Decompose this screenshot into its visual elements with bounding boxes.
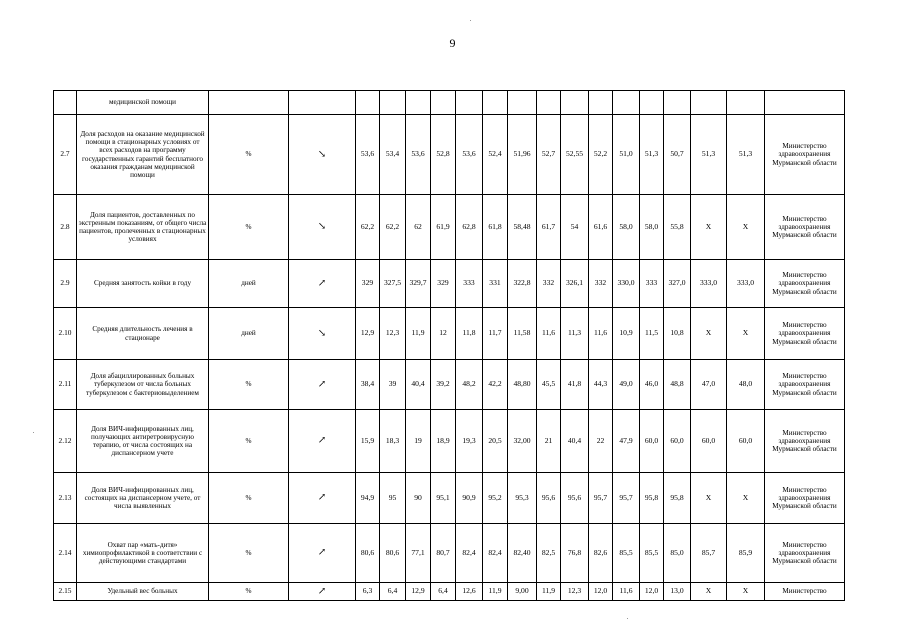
value-cell: 95: [380, 473, 406, 524]
value-cell: 61,9: [431, 195, 456, 260]
value-cell: 55,8: [664, 195, 691, 260]
value-cell: 95,7: [589, 473, 613, 524]
trend-arrow-icon: ↗: [289, 583, 356, 601]
value-cell: 51,3: [727, 115, 765, 195]
value-cell: X: [691, 583, 727, 601]
value-cell: X: [691, 195, 727, 260]
trend-arrow-icon: ↗: [289, 473, 356, 524]
indicator-name-cell: Охват пар «мать-дитя» химиопрофилактикой в соответствии с действующими стандартами: [77, 524, 209, 583]
value-cell: [664, 91, 691, 115]
value-cell: 11,7: [483, 308, 508, 360]
value-cell: 62,2: [356, 195, 380, 260]
indicator-name-cell: Доля пациентов, доставленных по экстренным показаниям, от общего числа пациентов, пролеченных в стационарных условиях: [77, 195, 209, 260]
value-cell: 40,4: [406, 360, 431, 410]
value-cell: 12: [431, 308, 456, 360]
row-number-cell: 2.12: [54, 410, 77, 473]
table-row: [54, 360, 845, 410]
responsible-cell: Министерство здравоохранения Мурманской области: [765, 195, 845, 260]
value-cell: 62,8: [456, 195, 483, 260]
value-cell: 22: [589, 410, 613, 473]
value-cell: 77,1: [406, 524, 431, 583]
value-cell: 82,5: [537, 524, 561, 583]
value-cell: 90: [406, 473, 431, 524]
value-cell: 58,0: [640, 195, 664, 260]
value-cell: 52,8: [431, 115, 456, 195]
value-cell: 11,6: [537, 308, 561, 360]
value-cell: 39,2: [431, 360, 456, 410]
value-cell: 11,9: [537, 583, 561, 601]
value-cell: 95,1: [431, 473, 456, 524]
value-cell: 45,5: [537, 360, 561, 410]
value-cell: 11,3: [561, 308, 589, 360]
value-cell: 60,0: [664, 410, 691, 473]
row-number-cell: 2.14: [54, 524, 77, 583]
value-cell: 326,1: [561, 260, 589, 308]
value-cell: X: [727, 308, 765, 360]
indicator-name-cell: медицинской помощи: [77, 91, 209, 115]
unit-cell: %: [209, 410, 289, 473]
value-cell: 85,0: [664, 524, 691, 583]
value-cell: [508, 91, 537, 115]
value-cell: 19: [406, 410, 431, 473]
table-row: [54, 260, 845, 308]
value-cell: 50,7: [664, 115, 691, 195]
row-number-cell: 2.7: [54, 115, 77, 195]
value-cell: 11,5: [640, 308, 664, 360]
value-cell: 6,4: [380, 583, 406, 601]
value-cell: 40,4: [561, 410, 589, 473]
value-cell: [456, 91, 483, 115]
table-row: [54, 410, 845, 473]
value-cell: 53,6: [456, 115, 483, 195]
value-cell: 90,9: [456, 473, 483, 524]
value-cell: 11,6: [589, 308, 613, 360]
table-row: [54, 91, 845, 115]
value-cell: 85,7: [691, 524, 727, 583]
value-cell: 38,4: [356, 360, 380, 410]
value-cell: 60,0: [727, 410, 765, 473]
unit-cell: %: [209, 524, 289, 583]
value-cell: X: [691, 308, 727, 360]
value-cell: 51,3: [640, 115, 664, 195]
responsible-cell: Министерство здравоохранения Мурманской области: [765, 410, 845, 473]
trend-arrow-icon: [289, 91, 356, 115]
unit-cell: %: [209, 360, 289, 410]
indicator-name-cell: Доля ВИЧ-инфицированных лиц, состоящих на диспансерном учете, от числа выявленных: [77, 473, 209, 524]
value-cell: 329,7: [406, 260, 431, 308]
value-cell: 47,9: [613, 410, 640, 473]
value-cell: 52,2: [589, 115, 613, 195]
value-cell: 11,9: [406, 308, 431, 360]
value-cell: X: [691, 473, 727, 524]
value-cell: [589, 91, 613, 115]
trend-arrow-icon: ↘: [289, 195, 356, 260]
value-cell: 13,0: [664, 583, 691, 601]
value-cell: 85,5: [613, 524, 640, 583]
value-cell: [640, 91, 664, 115]
value-cell: 94,9: [356, 473, 380, 524]
value-cell: 85,9: [727, 524, 765, 583]
value-cell: [561, 91, 589, 115]
value-cell: 32,00: [508, 410, 537, 473]
row-number-cell: 2.11: [54, 360, 77, 410]
value-cell: 52,7: [537, 115, 561, 195]
value-cell: 333: [456, 260, 483, 308]
value-cell: 327,0: [664, 260, 691, 308]
value-cell: 10,9: [613, 308, 640, 360]
value-cell: 333,0: [691, 260, 727, 308]
responsible-cell: Министерство здравоохранения Мурманской области: [765, 360, 845, 410]
row-number-cell: 2.8: [54, 195, 77, 260]
value-cell: 85,5: [640, 524, 664, 583]
value-cell: 332: [589, 260, 613, 308]
indicator-name-cell: Удельный вес больных: [77, 583, 209, 601]
value-cell: 11,6: [613, 583, 640, 601]
value-cell: 12,0: [589, 583, 613, 601]
value-cell: 80,6: [380, 524, 406, 583]
value-cell: 9,00: [508, 583, 537, 601]
value-cell: 330,0: [613, 260, 640, 308]
value-cell: 11,9: [483, 583, 508, 601]
value-cell: 61,7: [537, 195, 561, 260]
value-cell: 329: [431, 260, 456, 308]
value-cell: 80,7: [431, 524, 456, 583]
trend-arrow-icon: ↗: [289, 360, 356, 410]
responsible-cell: Министерство здравоохранения Мурманской области: [765, 115, 845, 195]
unit-cell: [209, 91, 289, 115]
row-number-cell: 2.15: [54, 583, 77, 601]
table-row: [54, 308, 845, 360]
responsible-cell: Министерство здравоохранения Мурманской области: [765, 524, 845, 583]
table-row: [54, 195, 845, 260]
value-cell: 95,8: [664, 473, 691, 524]
table-row: [54, 115, 845, 195]
value-cell: 6,3: [356, 583, 380, 601]
value-cell: 60,0: [691, 410, 727, 473]
value-cell: 53,4: [380, 115, 406, 195]
responsible-cell: [765, 91, 845, 115]
value-cell: 80,6: [356, 524, 380, 583]
trend-arrow-icon: ↘: [289, 115, 356, 195]
value-cell: [431, 91, 456, 115]
value-cell: 12,3: [561, 583, 589, 601]
value-cell: 333: [640, 260, 664, 308]
value-cell: 61,6: [589, 195, 613, 260]
row-number-cell: 2.10: [54, 308, 77, 360]
value-cell: 53,6: [406, 115, 431, 195]
value-cell: 12,6: [456, 583, 483, 601]
value-cell: X: [727, 195, 765, 260]
unit-cell: %: [209, 583, 289, 601]
value-cell: 18,9: [431, 410, 456, 473]
value-cell: [356, 91, 380, 115]
value-cell: 15,9: [356, 410, 380, 473]
unit-cell: %: [209, 195, 289, 260]
value-cell: 82,40: [508, 524, 537, 583]
value-cell: 48,2: [456, 360, 483, 410]
value-cell: 327,5: [380, 260, 406, 308]
indicator-name-cell: Средняя длительность лечения в стационаре: [77, 308, 209, 360]
value-cell: 39: [380, 360, 406, 410]
value-cell: 62: [406, 195, 431, 260]
value-cell: 11,58: [508, 308, 537, 360]
value-cell: 95,3: [508, 473, 537, 524]
value-cell: 52,4: [483, 115, 508, 195]
value-cell: [691, 91, 727, 115]
value-cell: [483, 91, 508, 115]
value-cell: 42,2: [483, 360, 508, 410]
value-cell: 51,3: [691, 115, 727, 195]
indicator-name-cell: Средняя занятость койки в году: [77, 260, 209, 308]
responsible-cell: Министерство здравоохранения Мурманской области: [765, 260, 845, 308]
value-cell: 19,3: [456, 410, 483, 473]
value-cell: 47,0: [691, 360, 727, 410]
value-cell: 82,4: [456, 524, 483, 583]
value-cell: 51,0: [613, 115, 640, 195]
value-cell: 10,8: [664, 308, 691, 360]
value-cell: 62,2: [380, 195, 406, 260]
value-cell: 12,9: [356, 308, 380, 360]
indicator-name-cell: Доля расходов на оказание медицинской помощи в стационарных условиях от всех расходов на программу государственных гарантий бесплатного оказания гражданам медицинской помощи: [77, 115, 209, 195]
value-cell: 95,2: [483, 473, 508, 524]
trend-arrow-icon: ↗: [289, 524, 356, 583]
value-cell: 95,8: [640, 473, 664, 524]
value-cell: X: [727, 473, 765, 524]
trend-arrow-icon: ↗: [289, 260, 356, 308]
value-cell: 12,9: [406, 583, 431, 601]
indicators-table: [53, 90, 845, 601]
trend-arrow-icon: ↘: [289, 308, 356, 360]
value-cell: [406, 91, 431, 115]
value-cell: 322,8: [508, 260, 537, 308]
value-cell: 44,3: [589, 360, 613, 410]
value-cell: 95,7: [613, 473, 640, 524]
responsible-cell: Министерство здравоохранения Мурманской области: [765, 308, 845, 360]
value-cell: 54: [561, 195, 589, 260]
row-number-cell: [54, 91, 77, 115]
value-cell: [380, 91, 406, 115]
value-cell: 82,6: [589, 524, 613, 583]
row-number-cell: 2.9: [54, 260, 77, 308]
value-cell: [727, 91, 765, 115]
value-cell: 12,3: [380, 308, 406, 360]
table-row: [54, 583, 845, 601]
value-cell: [613, 91, 640, 115]
value-cell: 329: [356, 260, 380, 308]
value-cell: 6,4: [431, 583, 456, 601]
value-cell: 52,55: [561, 115, 589, 195]
value-cell: 60,0: [640, 410, 664, 473]
value-cell: 333,0: [727, 260, 765, 308]
value-cell: 48,80: [508, 360, 537, 410]
value-cell: 48,8: [664, 360, 691, 410]
value-cell: 53,6: [356, 115, 380, 195]
value-cell: [537, 91, 561, 115]
table-row: [54, 473, 845, 524]
indicator-name-cell: Доля абациллированных больных туберкулезом от числа больных туберкулезом с бактериовыделением: [77, 360, 209, 410]
value-cell: X: [727, 583, 765, 601]
value-cell: 58,48: [508, 195, 537, 260]
value-cell: 48,0: [727, 360, 765, 410]
value-cell: 95,6: [561, 473, 589, 524]
value-cell: 21: [537, 410, 561, 473]
value-cell: 18,3: [380, 410, 406, 473]
value-cell: 11,8: [456, 308, 483, 360]
unit-cell: дней: [209, 260, 289, 308]
row-number-cell: 2.13: [54, 473, 77, 524]
value-cell: 20,5: [483, 410, 508, 473]
unit-cell: %: [209, 115, 289, 195]
trend-arrow-icon: ↗: [289, 410, 356, 473]
value-cell: 58,0: [613, 195, 640, 260]
value-cell: 51,96: [508, 115, 537, 195]
value-cell: 95,6: [537, 473, 561, 524]
responsible-cell: Министерство здравоохранения Мурманской области: [765, 473, 845, 524]
unit-cell: дней: [209, 308, 289, 360]
value-cell: 61,8: [483, 195, 508, 260]
table-row: [54, 524, 845, 583]
value-cell: 12,0: [640, 583, 664, 601]
indicator-name-cell: Доля ВИЧ-инфицированных лиц, получающих антиретровирусную терапию, от числа состоящих на диспансерном учете: [77, 410, 209, 473]
responsible-cell: Министерство: [765, 583, 845, 601]
unit-cell: %: [209, 473, 289, 524]
value-cell: 76,8: [561, 524, 589, 583]
value-cell: 332: [537, 260, 561, 308]
value-cell: 49,0: [613, 360, 640, 410]
value-cell: 46,0: [640, 360, 664, 410]
value-cell: 82,4: [483, 524, 508, 583]
page-number: 9: [449, 36, 456, 50]
value-cell: 41,8: [561, 360, 589, 410]
value-cell: 331: [483, 260, 508, 308]
